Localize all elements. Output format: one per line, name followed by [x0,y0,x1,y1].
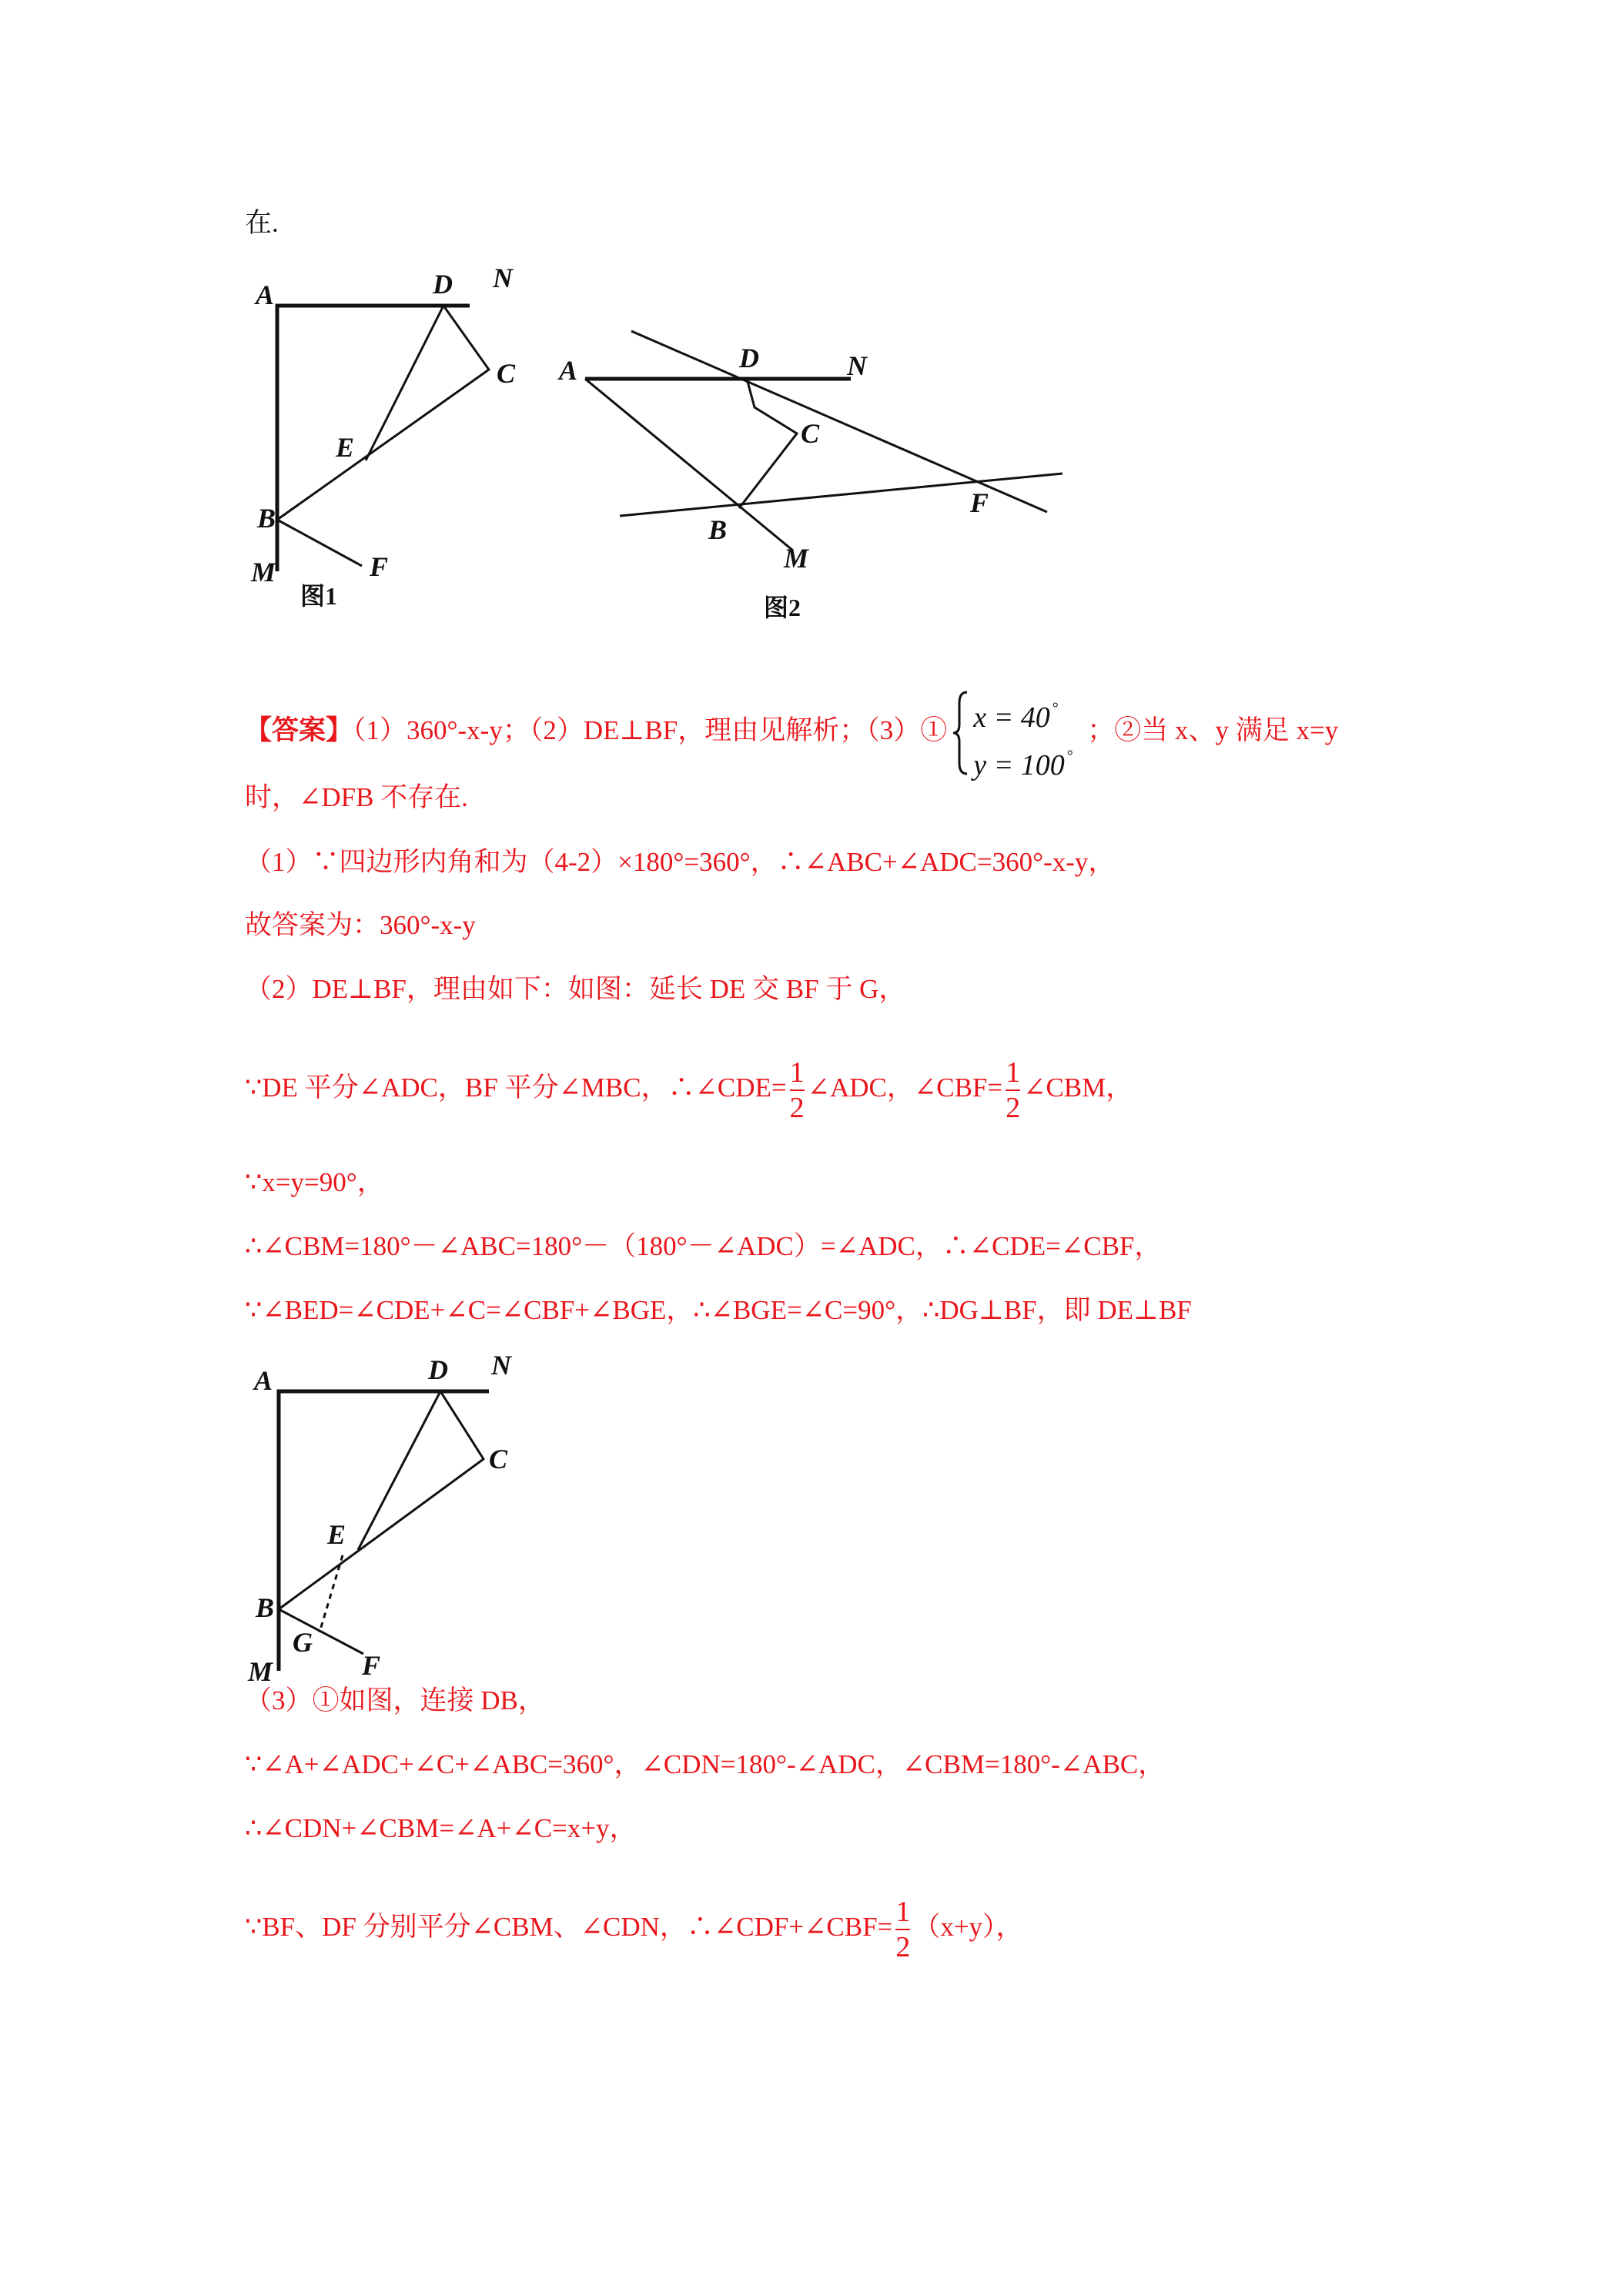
solution-line-2: 故答案为：360°-x-y [245,910,476,940]
solution-line-10: ∴∠CDN+∠CBM=∠A+∠C=x+y， [245,1813,637,1843]
fig2-label-f: F [970,487,989,518]
solution-text: ∵BF、DF 分别平分∠CBM、∠CDN，∴∠CDF+∠CBF= [245,1912,893,1942]
solution-text: （x+y）， [913,1912,1023,1942]
fig3-ray-bf [279,1609,363,1654]
answer-continued: 时，∠DFB 不存在. [245,782,468,812]
fig1-quad-edges [277,306,489,520]
fig1-label-d: D [433,269,453,300]
fig3-label-n: N [491,1351,511,1381]
figure-1 [239,266,531,628]
fig2-label-d: D [739,343,759,373]
fig1-label-a: A [256,279,275,310]
fig2-label-n: N [847,350,867,381]
answer-tag: 【答案】 [245,715,353,745]
answer-part2: ；②当 x、y 满足 x=y [1087,715,1339,745]
figure-3 [239,1351,531,1682]
solution-line-8: （3）①如图，连接 DB， [245,1685,545,1715]
fig3-label-b: B [256,1592,275,1623]
intro-text: 在. [245,208,279,238]
equation-x: x = 40 ° [973,699,1059,734]
equation-system [952,688,1083,782]
fig3-label-e: E [327,1519,346,1550]
solution-line-7: ∵∠BED=∠CDE+∠C=∠CBF+∠BGE，∴∠BGE=∠C=90°，∴DG⊥BF，即 DE⊥BF [245,1295,1192,1325]
fig3-label-a: A [254,1365,273,1396]
fig1-label-n: N [493,266,513,293]
fig3-label-d: D [428,1354,448,1385]
fig1-angle-mna [277,306,470,571]
fig3-label-m: M [248,1656,273,1682]
fig3-label-c: C [489,1444,508,1474]
fig2-line-bf [620,474,1062,516]
fig2-line-df [631,331,1047,512]
fraction-half: $\frac{1}{2}$ [895,1895,911,1963]
equation-y: y = 100 ° [973,747,1073,782]
fraction-half: $\frac{1}{2}$ [1006,1056,1021,1124]
fig3-label-g: G [293,1627,313,1658]
solution-line-9: ∵∠A+∠ADC+∠C+∠ABC=360°，∠CDN=180°-∠ADC，∠CBM=180°-∠ABC， [245,1749,1166,1779]
fig1-label-m: M [251,557,276,587]
solution-text: ∠CBM， [1023,1073,1133,1103]
brace-icon [952,688,969,778]
figure-2 [554,327,1078,635]
solution-line-3: （2）DE⊥BF，理由如下：如图：延长 DE 交 BF 于 G， [245,974,906,1004]
fig3-quad-edges [279,1391,484,1609]
fig1-label-c: C [497,358,516,389]
fig2-label-b: B [708,514,728,545]
fig2-label-m: M [784,543,809,574]
solution-line-4 [245,1049,1133,1126]
answer-part1: （1）360°-x-y；（2）DE⊥BF，理由见解析；（3）① [353,715,948,745]
solution-line-1: （1）∵四边形内角和为（4-2）×180°=360°，∴∠ABC+∠ADC=360°-x-y， [245,847,1116,877]
fig1-label-b: B [257,503,276,534]
fig1-caption: 图1 [300,582,338,610]
fig2-ab-bm [585,379,793,551]
fig2-label-c: C [801,418,820,449]
answer-line [245,685,1339,782]
fig1-label-f: F [370,551,389,582]
fig1-label-e: E [336,432,355,463]
solution-line-5: ∵x=y=90°， [245,1167,384,1197]
fig2-caption: 图2 [764,594,801,621]
fraction-half: $\frac{1}{2}$ [789,1056,805,1124]
fig2-label-a: A [559,355,578,386]
fig1-ray-bf [277,520,362,566]
fig3-label-f: F [362,1650,381,1681]
solution-text: ∵DE 平分∠ADC，BF 平分∠MBC，∴∠CDE= [245,1073,787,1103]
solution-text: ∠ADC，∠CBF= [807,1073,1003,1103]
fig3-dashed-eg [320,1555,343,1632]
solution-line-11 [245,1889,1023,1966]
solution-line-6: ∴∠CBM=180°－∠ABC=180°－（180°－∠ADC）=∠ADC，∴∠CDE=∠CBF， [245,1231,1162,1261]
